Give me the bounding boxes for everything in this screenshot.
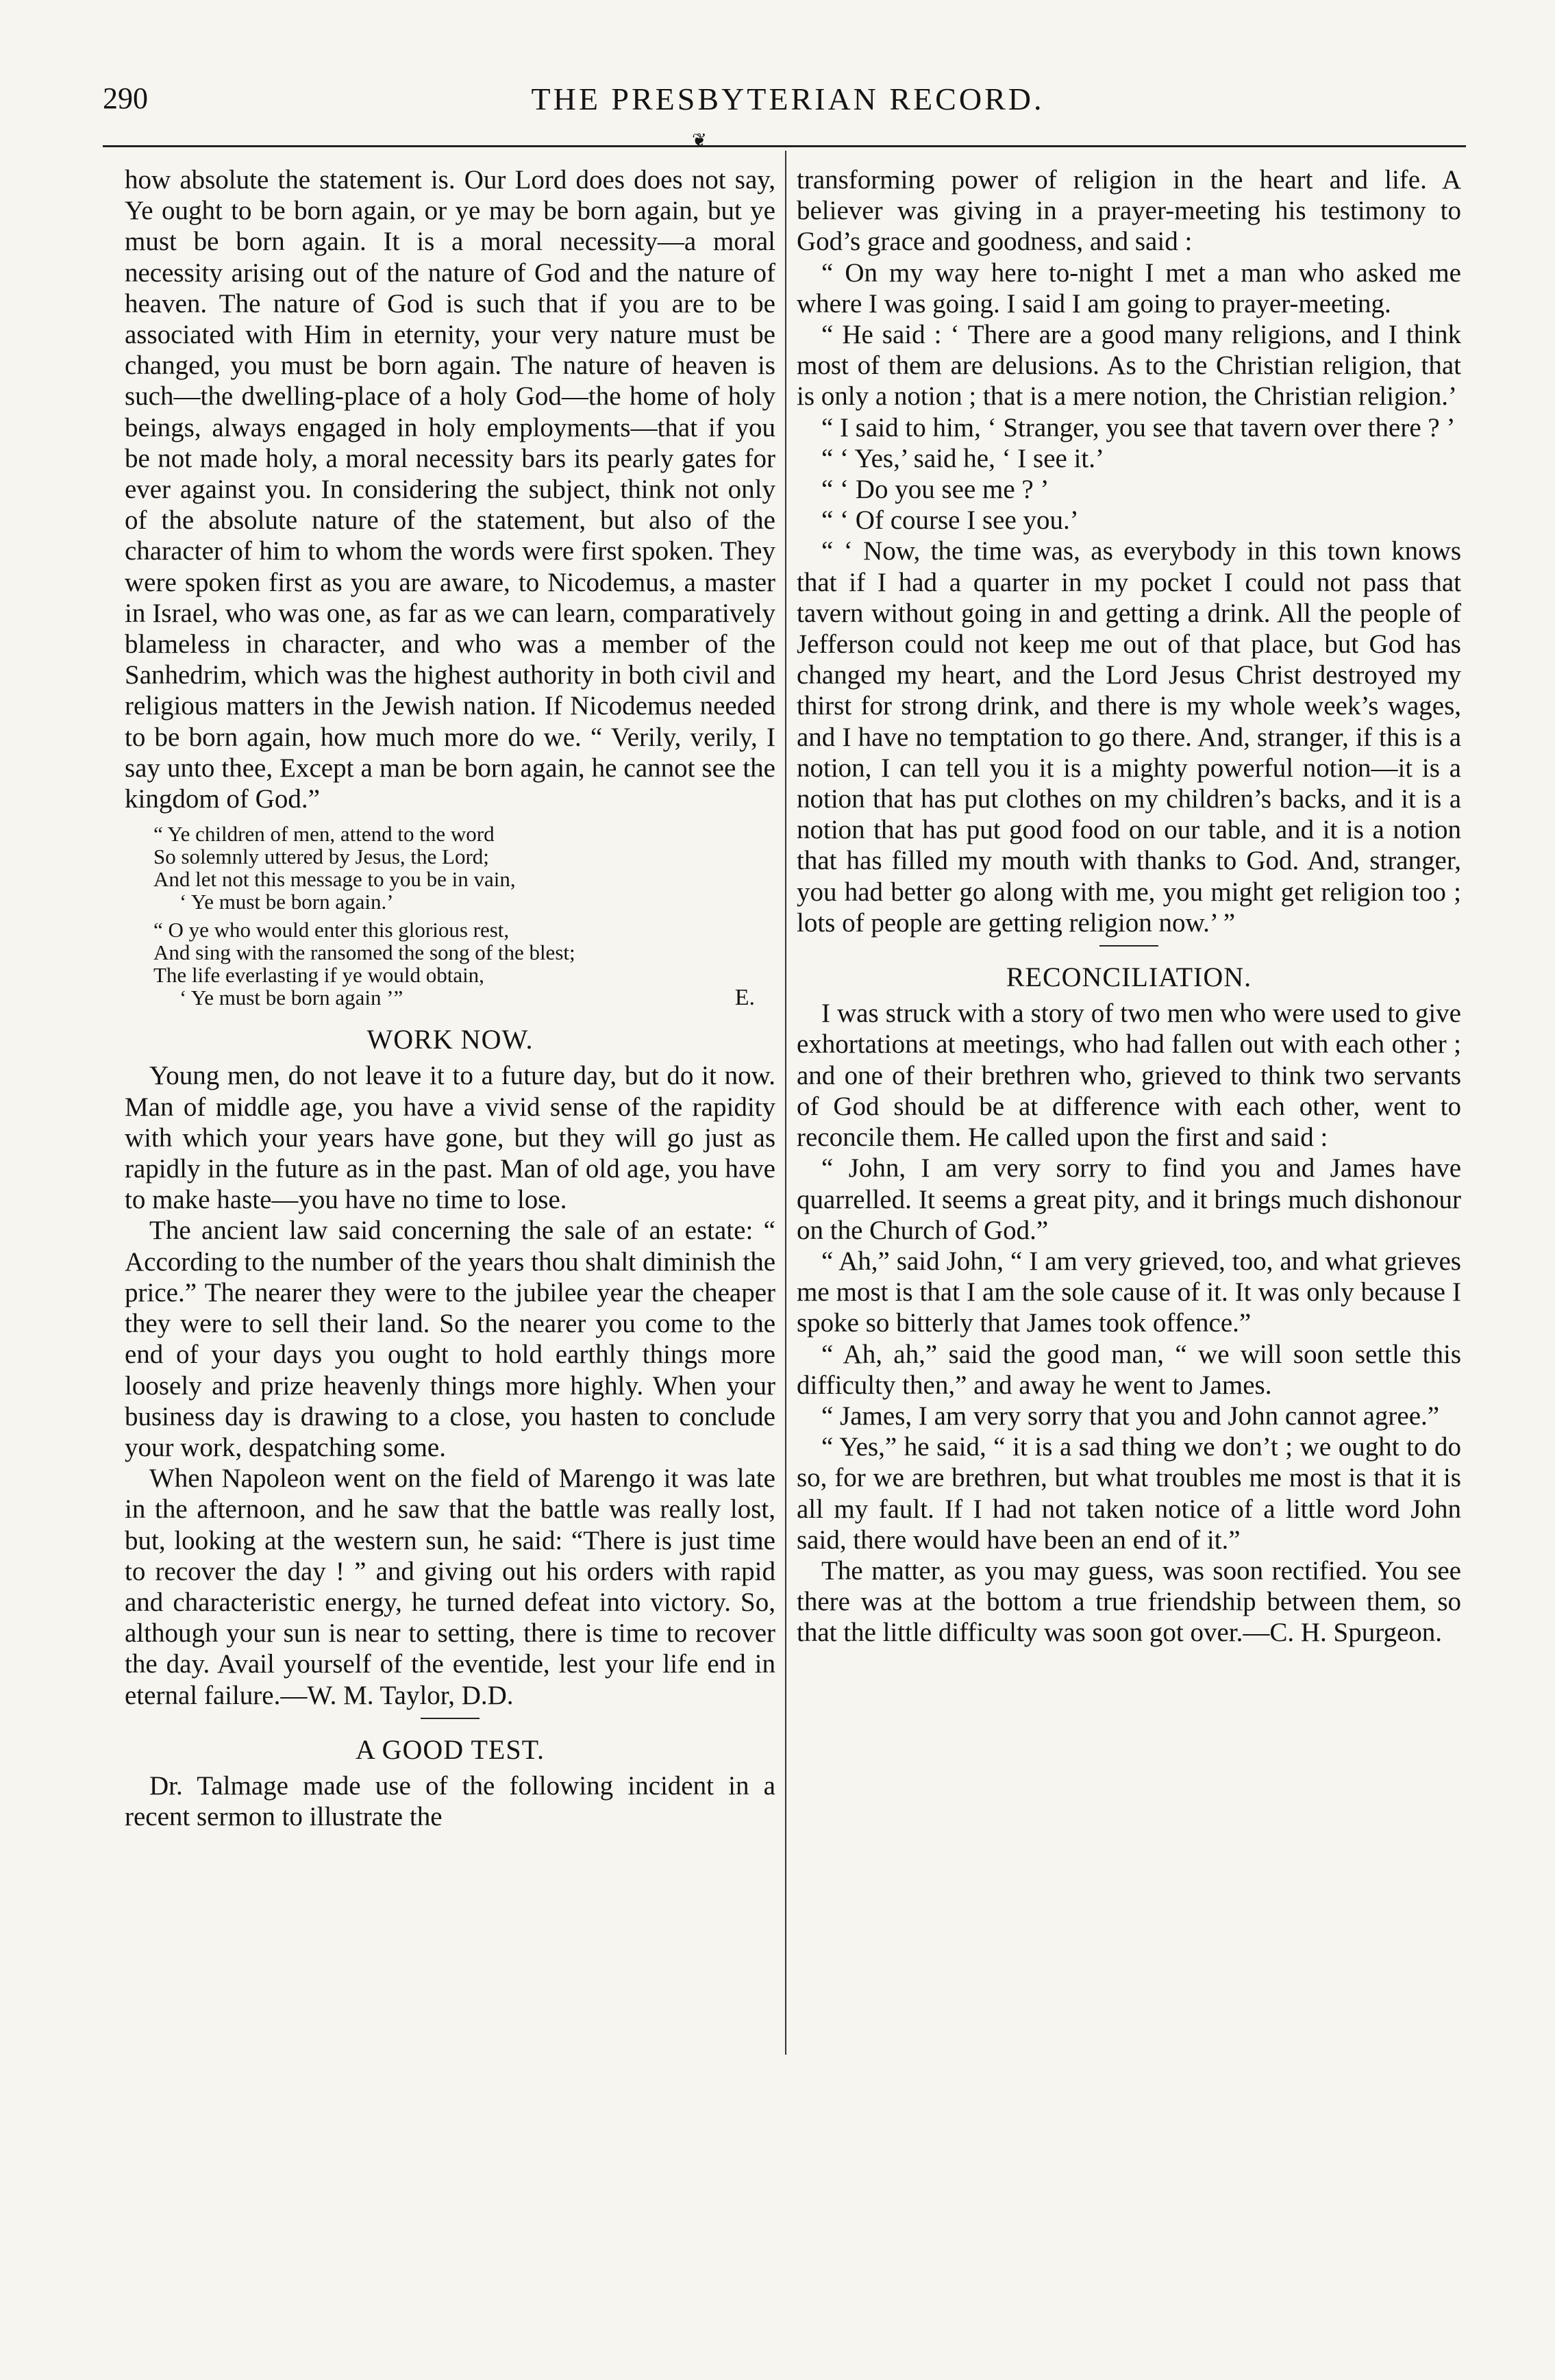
testimony-paragraph: “ He said : ‘ There are a good many religions, and I think most of them are delusions. As to the Christian religion, that is only a notion ; that is a mere notion, the Christian religion.’ — [797, 320, 1461, 412]
column-rule — [785, 151, 786, 2055]
hymn-line: And sing with the ransomed the song of the blest; — [153, 940, 575, 965]
article-continuation-paragraph: how absolute the statement is. Our Lord does does not say, Ye ought to be born again, or ye may be born again, but ye must be born again. It is a moral necessity—a moral necessity arising out of the nature of God and the nature of heaven. The nature of God is such that if you are to be associated with Him in eternity, your very nature must be changed, you must be born again. The nature of heaven is such—the dwelling-place of a holy God—the home of holy beings, always engaged in holy employments—that if you be not made holy, a moral necessity bars its pearly gates for ever against you. In considering the subject, think not only of the absolute nature of the statement, but also of the character of him to whom the words were first spoken. They were spoken first as you are aware, to Nicodemus, a master in Israel, who was one, as far as we can learn, comparatively blameless in character, and who was a member of the Sanhedrim, which was the highest authority in both civil and religious matters in the Jewish nation. If Nicodemus needed to be born again, how much more do we. “ Verily, verily, I say unto thee, Except a man be born again, he cannot see the kingdom of God.” — [125, 165, 775, 814]
page-number: 290 — [103, 82, 148, 115]
hymn-line: ‘ Ye must be born again.’ — [179, 890, 394, 914]
ornament-icon: ❦ — [692, 130, 707, 150]
hymn-stanza-1 — [138, 823, 775, 913]
work-now-paragraph-1: Young men, do not leave it to a future day, but do it now. Man of middle age, you have a vivid sense of the rapidity with which your years have gone, but they will go just as rapidly in the future as in the past. Man of old age, you have to make haste—you have no time to lose. — [125, 1061, 775, 1215]
hymn-line: The life everlasting if ye would obtain, — [153, 963, 484, 988]
page-header — [103, 81, 1473, 136]
testimony-paragraph: “ I said to him, ‘ Stranger, you see that tavern over there ? ’ — [821, 412, 1456, 442]
hymn-line: So solemnly uttered by Jesus, the Lord; — [153, 844, 489, 869]
reconciliation-paragraph-3: “ Ah,” said John, “ I am very grieved, too, and what grieves me most is that I am the sole cause of it. It was only because I spoke so bitterly that James took offence.” — [797, 1246, 1461, 1338]
section-heading-work-now: WORK NOW. — [366, 1024, 534, 1055]
hymn-line-text: ‘ Ye must be born again ’” — [179, 986, 403, 1010]
reconciliation-paragraph-2: “ John, I am very sorry to find you and James have quarrelled. It seems a great pity, and it brings much dishonour on the Church of God.” — [797, 1153, 1461, 1245]
hymn-line: “ O ye who would enter this glorious rest, — [153, 918, 510, 942]
work-now-paragraph-3: When Napoleon went on the field of Marengo it was late in the afternoon, and he saw that the battle was really lost, but, looking at the western sun, he said: “There is just time to recover the day ! ” and giving out his orders with rapid and characteristic energy, he turned defeat into victory. So, although your sun is near to setting, there is time to recover the day. Avail yourself of the eventide, lest your life end in eternal failure.—W. M. Taylor, D.D. — [125, 1464, 775, 1710]
reconciliation-paragraph-4: “ Ah, ah,” said the good man, “ we will soon settle this difficulty then,” and away he went to James. — [797, 1339, 1461, 1400]
testimony-paragraph: “ On my way here to-night I met a man who asked me where I was going. I said I am going to prayer-meeting. — [797, 258, 1461, 318]
hymn-line: “ Ye children of men, attend to the word — [153, 822, 495, 847]
testimony-paragraph: “ ‘ Yes,’ said he, ‘ I see it.’ — [821, 443, 1105, 473]
left-column — [125, 164, 775, 1832]
work-now-paragraph-2: The ancient law said concerning the sale of an estate: “ According to the number of the years thou shalt diminish the price.” The nearer they were to the jubilee year the cheaper they were to sell their land. So the nearer you come to the end of your days you ought to hold earthly things more loosely and prize heavenly things more highly. When your business day is drawing to a close, you hasten to conclude your work, despatching some. — [125, 1216, 775, 1462]
reconciliation-paragraph-7: The matter, as you may guess, was soon rectified. You see there was at the bottom a true friendship between them, so that the little difficulty was soon got over.—C. H. Spurgeon. — [797, 1555, 1461, 1648]
hymn-line — [138, 986, 775, 1009]
testimony-paragraph: “ ‘ Now, the time was, as everybody in this town knows that if I had a quarter in my pocket I could not pass that tavern without going in and getting a drink. All the people of Jefferson could not keep me out of that place, but God has changed my heart, and the Lord Jesus Christ destroyed my thirst for strong drink, and there is my whole week’s wages, and I have no temptation to go there. And, stranger, if this is a notion, I can tell you it is a mighty powerful notion—it is a notion that has put clothes on my children’s backs, and it is a notion that has put good food on our table, and it is a notion that has filled my mouth with thanks to God. And, stranger, you had better go along with me, you might get religion too ; lots of people are getting religion now.’ ” — [797, 536, 1461, 938]
reconciliation-paragraph-6: “ Yes,” he said, “ it is a sad thing we don’t ; we ought to do so, for we are brethren, but what troubles me most is that it is all my fault. If I had not taken notice of a little word John said, there would have been an end of it.” — [797, 1432, 1461, 1555]
header-rule — [103, 145, 1466, 147]
hymn-line: And let not this message to you be in vain, — [153, 867, 516, 892]
testimony-paragraph: “ ‘ Do you see me ? ’ — [821, 475, 1049, 505]
section-heading-good-test: A GOOD TEST. — [355, 1733, 545, 1765]
section-divider — [421, 1718, 480, 1719]
hymn-signature: E. — [734, 985, 755, 1011]
hymn-verse — [138, 823, 775, 1009]
reconciliation-paragraph-5: “ James, I am very sorry that you and John cannot agree.” — [821, 1401, 1440, 1431]
running-head: THE PRESBYTERIAN RECORD. — [531, 82, 1045, 116]
section-heading-reconciliation: RECONCILIATION. — [1006, 962, 1252, 993]
reconciliation-paragraph-1: I was struck with a story of two men who were used to give exhortations at meetings, who had fallen out with each other ; and one of their brethren who, grieved to think two servants of God should be at difference with each other, went to reconcile them. He called upon the first and said : — [797, 999, 1461, 1153]
good-test-paragraph-1: Dr. Talmage made use of the following incident in a recent sermon to illustrate the — [125, 1770, 775, 1832]
hymn-stanza-2 — [138, 918, 775, 1009]
right-column — [797, 164, 1461, 1649]
section-divider — [1099, 945, 1158, 947]
good-test-continuation: transforming power of religion in the heart and life. A believer was giving in a prayer-meeting his testimony to God’s grace and goodness, and said : — [797, 165, 1461, 257]
testimony-paragraph: “ ‘ Of course I see you.’ — [821, 505, 1079, 536]
